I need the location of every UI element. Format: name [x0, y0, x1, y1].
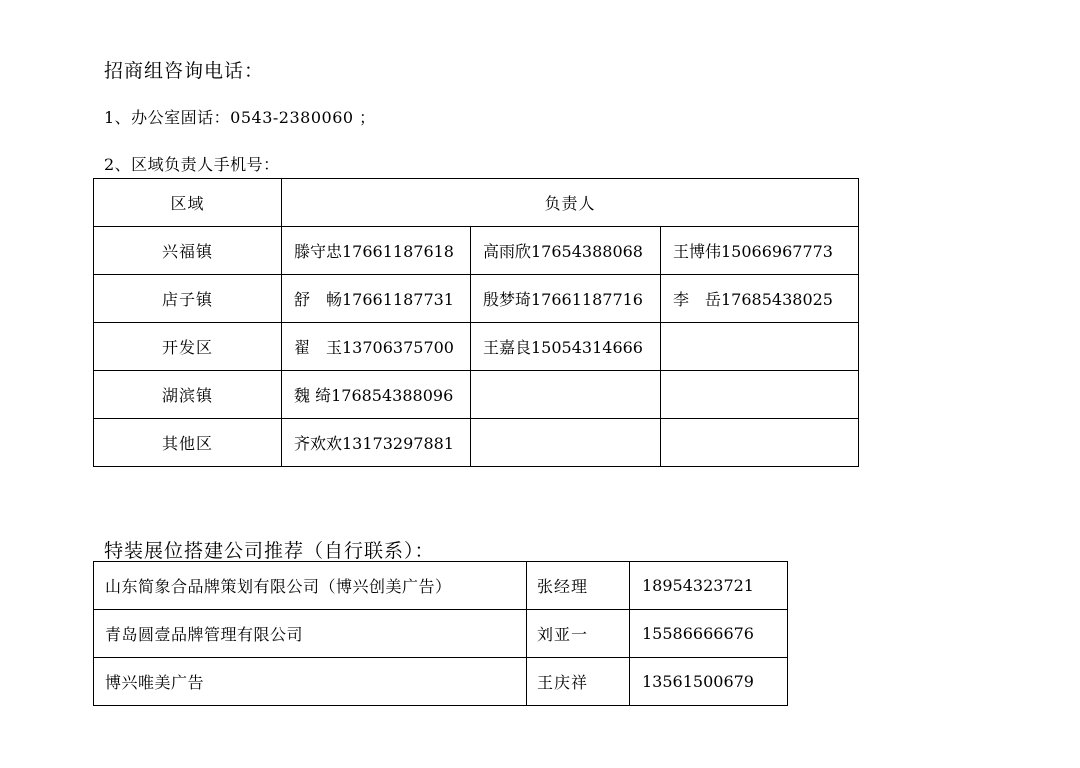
company-name-cell: 青岛圆壹品牌管理有限公司 — [94, 610, 527, 658]
region-heading: 2、区域负责人手机号： — [104, 155, 280, 174]
table-header-row — [94, 179, 859, 227]
table-row — [94, 658, 788, 706]
person-cell: 翟 玉13706375700 — [282, 323, 471, 371]
table-row — [94, 562, 788, 610]
person-cell: 王博伟15066967773 — [661, 227, 859, 275]
person-cell: 滕守忠17661187618 — [282, 227, 471, 275]
table-row — [94, 371, 859, 419]
contact-name-cell: 张经理 — [527, 562, 630, 610]
person-cell — [661, 419, 859, 467]
person-cell: 舒 畅17661187731 — [282, 275, 471, 323]
company-table — [93, 561, 788, 706]
table-row — [94, 419, 859, 467]
person-cell: 齐欢欢13173297881 — [282, 419, 471, 467]
table-row — [94, 323, 859, 371]
header-person: 负责人 — [282, 179, 859, 227]
company-name-cell: 博兴唯美广告 — [94, 658, 527, 706]
person-cell — [471, 371, 661, 419]
region-cell: 湖滨镇 — [94, 371, 282, 419]
person-cell: 高雨欣17654388068 — [471, 227, 661, 275]
contacts-table — [93, 178, 859, 467]
contact-name-cell: 刘亚一 — [527, 610, 630, 658]
contact-name-cell: 王庆祥 — [527, 658, 630, 706]
table-row — [94, 275, 859, 323]
company-name-cell: 山东简象合品牌策划有限公司（博兴创美广告） — [94, 562, 527, 610]
person-cell — [471, 419, 661, 467]
person-cell: 王嘉良15054314666 — [471, 323, 661, 371]
region-cell: 开发区 — [94, 323, 282, 371]
person-cell: 魏 绮176854388096 — [282, 371, 471, 419]
person-cell: 李 岳17685438025 — [661, 275, 859, 323]
region-cell: 店子镇 — [94, 275, 282, 323]
header-region: 区域 — [94, 179, 282, 227]
page-title: 招商组咨询电话： — [104, 60, 265, 82]
region-cell: 其他区 — [94, 419, 282, 467]
office-phone-line: 1、办公室固话：0543-2380060 ； — [104, 108, 376, 127]
phone-cell: 15586666676 — [630, 610, 788, 658]
person-cell — [661, 371, 859, 419]
table-row — [94, 610, 788, 658]
table-row — [94, 227, 859, 275]
phone-cell: 13561500679 — [630, 658, 788, 706]
person-cell: 殷梦琦17661187716 — [471, 275, 661, 323]
region-cell: 兴福镇 — [94, 227, 282, 275]
person-cell — [661, 323, 859, 371]
company-section-title: 特装展位搭建公司推荐（自行联系）： — [104, 540, 435, 562]
phone-cell: 18954323721 — [630, 562, 788, 610]
